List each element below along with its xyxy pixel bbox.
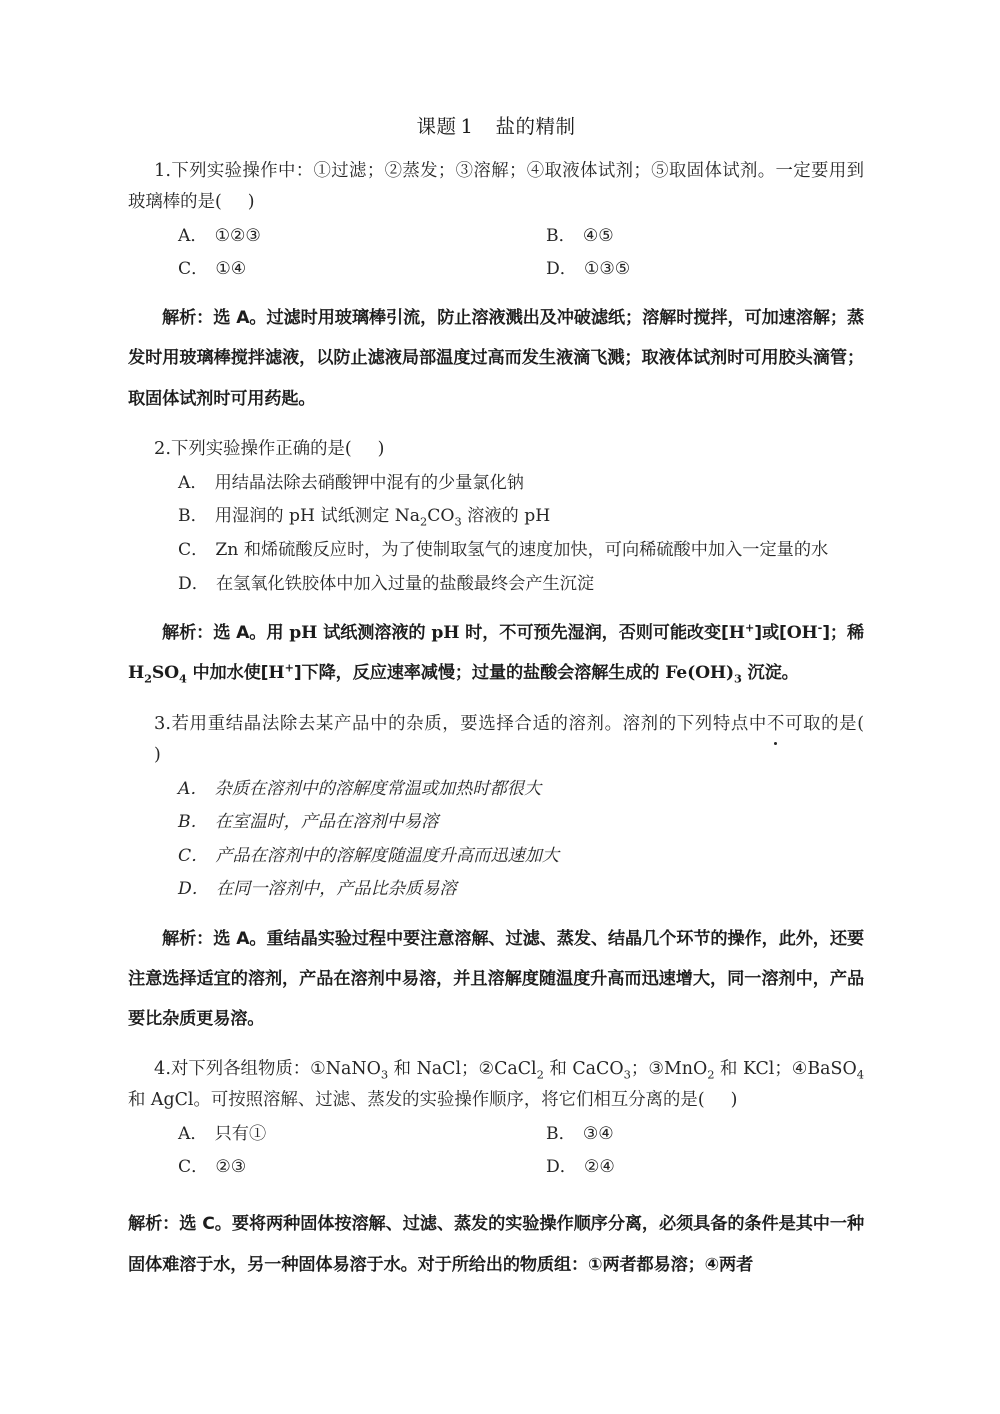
question-3-stem (128, 708, 864, 771)
option-d-label: D． (178, 879, 209, 900)
analysis-text: 要将两种固体按溶解、过滤、蒸发的实验操作顺序分离，必须具备的条件是其中一种固体难溶于水，另一种固体易溶于水。对于所给出的物质组：①两者都易溶；④两者 (128, 1214, 864, 1275)
option-c[interactable] (128, 253, 496, 286)
question-2-number: 2. (154, 437, 171, 459)
option-d-label: D． (546, 1157, 577, 1178)
option-b[interactable] (128, 500, 864, 534)
title-main: 盐的精制 (495, 115, 576, 138)
option-b-label: B． (546, 1124, 576, 1145)
question-1-options (128, 220, 864, 286)
option-c-label: C． (178, 540, 209, 560)
option-c-text: ②③ (215, 1157, 247, 1178)
question-3-analysis (128, 919, 864, 1040)
analysis-label: 解析： (162, 928, 214, 949)
question-4-text: 对下列各组物质：①NaNO$_3$ 和 NaCl；②CaCl$_2$ 和 CaCO$_3$；③MnO$_2$ 和 KCl；④BaSO$_4$ 和 AgCl。可按照溶解、过滤、蒸发的实验操作顺序，将它们相互分离的是( (128, 1059, 865, 1111)
page-title (128, 112, 864, 141)
analysis-answer: 选 C。 (179, 1214, 232, 1235)
analysis-answer: 选 A。 (213, 928, 267, 949)
option-a-text: 杂质在溶剂中的溶解度常温或加热时都很大 (214, 778, 542, 799)
question-3-text-a: 若用重结晶法除去某产品中的杂质，要选择合适的溶剂。溶剂的下列特点中 (170, 713, 767, 734)
option-d-text: ①③⑤ (583, 259, 631, 280)
option-d-text: 在同一溶剂中，产品比杂质易溶 (215, 879, 457, 900)
question-2-text: 下列实验操作正确的是( (170, 438, 352, 459)
option-c-text: ①④ (215, 259, 247, 280)
analysis-label: 解析： (162, 623, 214, 644)
title-prefix: 课题 (416, 115, 457, 138)
option-b[interactable] (496, 1118, 864, 1151)
question-2-stem (128, 433, 864, 465)
option-a[interactable] (128, 467, 864, 501)
question-4-answer-blank[interactable]: ) (730, 1090, 738, 1111)
option-a-text: 用结晶法除去硝酸钾中混有的少量氯化钠 (214, 472, 524, 493)
option-b-text: 用湿润的 pH 试纸测定 $Na_2CO_3$ 溶液的 pH (214, 506, 551, 529)
option-a[interactable] (128, 220, 496, 253)
analysis-text: 重结晶实验过程中要注意溶解、过滤、蒸发、结晶几个环节的操作，此外，还要注意选择适宜的溶剂，产品在溶剂中易溶，并且溶解度随温度升高而迅速增大，同一溶剂中，产品要比杂质更易溶。 (128, 928, 864, 1030)
option-c-label: C． (178, 1157, 209, 1178)
option-d-text: 在氢氧化铁胶体中加入过量的盐酸最终会产生沉淀 (215, 573, 595, 594)
question-4-options (128, 1118, 864, 1184)
option-c-label: C． (178, 845, 209, 866)
option-c[interactable] (128, 534, 864, 568)
option-d[interactable] (496, 1151, 864, 1184)
option-d-label: D． (546, 259, 577, 280)
analysis-text: 过滤时用玻璃棒引流，防止溶液溅出及冲破滤纸；溶解时搅拌，可加速溶解；蒸发时用玻璃棒搅拌滤液，以防止滤液局部温度过高而发生液滴飞溅；取液体试剂时可用胶头滴管；取固体试剂时可用药匙。 (128, 308, 864, 409)
option-row (128, 1118, 864, 1151)
analysis-label: 解析： (128, 1214, 180, 1235)
option-a-text: ①②③ (214, 226, 261, 247)
option-a-label: A． (178, 778, 208, 799)
question-1-stem (128, 155, 864, 218)
option-b-label: B． (178, 812, 208, 833)
question-2-answer-blank[interactable]: ) (377, 438, 385, 459)
question-2-options (128, 467, 864, 601)
question-3-emphasis: 不 (767, 709, 784, 740)
option-c-text: Zn 和烯硫酸反应时，为了使制取氢气的速度加快，可向稀硫酸中加入一定量的水 (215, 540, 829, 560)
analysis-text: 用 pH 试纸测溶液的 pH 时，不可预先湿润，否则可能改变[H+]或[OH-]；稀 $H_2SO_4$ 中加水使[H+]下降，反应速率减慢；过量的盐酸会溶解生成的 $Fe(OH)_3$ 沉淀。 (128, 620, 865, 686)
page-content (128, 112, 864, 1289)
option-a-label: A． (178, 1124, 208, 1145)
question-3-answer-blank[interactable]: ) (154, 744, 161, 765)
option-c-label: C． (178, 259, 209, 280)
option-a-label: A． (178, 472, 208, 493)
option-c[interactable] (128, 1151, 496, 1184)
option-d[interactable] (128, 568, 864, 602)
option-a-label: A． (178, 226, 208, 247)
option-a[interactable] (128, 773, 864, 807)
option-b[interactable] (496, 220, 864, 253)
option-d[interactable] (496, 253, 864, 286)
option-a-text: 只有① (214, 1124, 267, 1145)
option-row (128, 253, 864, 286)
question-1-text: 下列实验操作中：①过滤；②蒸发；③溶解；④取液体试剂；⑤取固体试剂。一定要用到玻璃棒的是( (128, 161, 864, 213)
option-c[interactable] (128, 840, 864, 874)
question-1-analysis (128, 298, 864, 419)
analysis-answer: 选 A。 (213, 308, 267, 329)
option-d-text: ②④ (583, 1157, 615, 1178)
option-a[interactable] (128, 1118, 496, 1151)
option-d-label: D． (178, 573, 209, 594)
option-row (128, 1151, 864, 1184)
question-3-number: 3. (154, 712, 171, 734)
question-4-number: 4. (154, 1058, 171, 1080)
title-number: 1 (460, 115, 474, 138)
question-4-stem (128, 1053, 864, 1116)
option-c-text: 产品在溶剂中的溶解度随温度升高而迅速加大 (215, 845, 560, 866)
question-3-text-b: 可取的是( (784, 713, 864, 734)
option-b-label: B． (178, 506, 208, 527)
option-b-text: ④⑤ (582, 226, 614, 247)
option-b-label: B． (546, 226, 576, 247)
question-4-analysis (128, 1204, 864, 1285)
option-b[interactable] (128, 806, 864, 840)
analysis-label: 解析： (162, 308, 214, 329)
question-3-options (128, 773, 864, 907)
question-2-analysis (128, 613, 864, 694)
option-b-text: 在室温时，产品在溶剂中易溶 (214, 812, 439, 833)
question-1-number: 1. (154, 160, 171, 182)
option-d[interactable] (128, 873, 864, 907)
question-1-answer-blank[interactable]: ) (247, 192, 255, 213)
analysis-answer: 选 A。 (213, 623, 267, 644)
option-b-text: ③④ (582, 1124, 614, 1145)
option-row (128, 220, 864, 253)
